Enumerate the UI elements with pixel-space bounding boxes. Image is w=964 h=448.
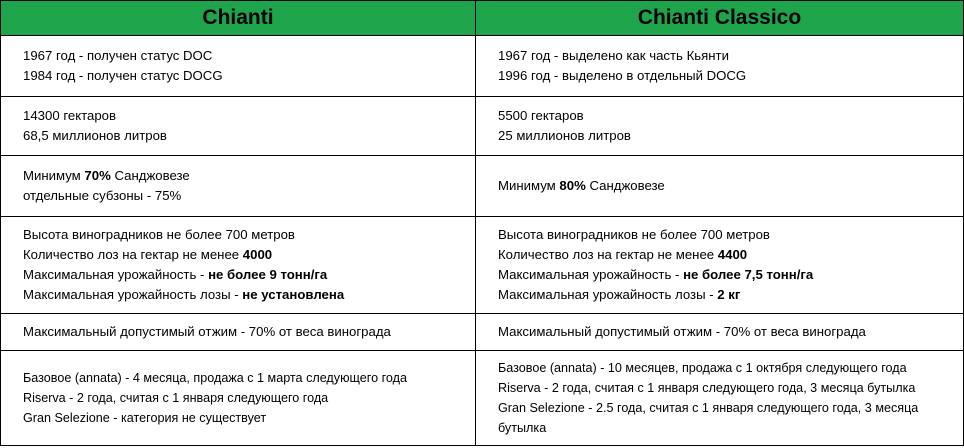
- cell-line: [23, 166, 475, 186]
- text: 1967 год - получен статус DOC: [23, 48, 213, 63]
- bold-text: не более 9 тонн/га: [208, 267, 328, 282]
- text: 25 миллионов литров: [498, 128, 631, 143]
- cell-line: [23, 66, 475, 86]
- text: Базовое (annata) - 10 месяцев, продажа с 1 октября следующего года: [498, 361, 907, 375]
- cell-line: [498, 398, 949, 438]
- bold-text: 4400: [717, 247, 748, 262]
- cell-line: [498, 245, 963, 265]
- table-row: [1, 97, 964, 156]
- table-row: [1, 351, 964, 446]
- table-row: [1, 314, 964, 351]
- text: отдельные субзоны - 75%: [23, 188, 182, 203]
- cell-left-area: [1, 97, 476, 156]
- bold-text: 4000: [242, 247, 273, 262]
- cell-line: [23, 225, 475, 245]
- cell-line: [498, 322, 963, 342]
- cell-left-vineyards: [1, 217, 476, 314]
- cell-right-pressing: [476, 314, 964, 351]
- cell-line: [498, 225, 963, 245]
- header-chianti-classico: Chianti Classico: [476, 1, 964, 36]
- cell-line: [498, 66, 963, 86]
- header-chianti: Chianti: [1, 1, 476, 36]
- bold-text: не установлена: [242, 287, 345, 302]
- header-row: [1, 1, 964, 36]
- cell-line: [498, 285, 963, 305]
- text: 68,5 миллионов литров: [23, 128, 167, 143]
- text: Высота виноградников не более 700 метров: [498, 227, 770, 242]
- cell-line: [23, 408, 475, 428]
- cell-line: [23, 368, 475, 388]
- text: Максимальный допустимый отжим - 70% от веса винограда: [23, 324, 391, 339]
- cell-line: [23, 46, 475, 66]
- cell-right-status: [476, 36, 964, 97]
- bold-text: 70%: [84, 168, 111, 183]
- cell-line: [498, 378, 949, 398]
- cell-right-area: [476, 97, 964, 156]
- cell-left-status: [1, 36, 476, 97]
- text: 1996 год - выделено в отдельный DOCG: [498, 68, 747, 83]
- cell-line: [498, 358, 949, 378]
- text: Санджовезе: [110, 168, 190, 183]
- text: Минимум: [23, 168, 85, 183]
- cell-line: [498, 46, 963, 66]
- text: Максимальный допустимый отжим - 70% от веса винограда: [498, 324, 866, 339]
- cell-line: [23, 245, 475, 265]
- cell-line: [498, 265, 963, 285]
- cell-line: [23, 265, 475, 285]
- cell-line: [23, 285, 475, 305]
- bold-text: 2 кг: [717, 287, 741, 302]
- text: Базовое (annata) - 4 месяца, продажа с 1 марта следующего года: [23, 371, 407, 385]
- text: Максимальная урожайность -: [23, 267, 209, 282]
- cell-right-aging: [476, 351, 964, 446]
- cell-line: [23, 388, 475, 408]
- cell-line: [498, 126, 963, 146]
- cell-line: [498, 106, 963, 126]
- text: Количество лоз на гектар не менее: [498, 247, 718, 262]
- text: Максимальная урожайность лозы -: [23, 287, 243, 302]
- cell-line: [23, 322, 475, 342]
- bold-text: 80%: [559, 178, 586, 193]
- text: Минимум: [498, 178, 560, 193]
- text: Санджовезе: [585, 178, 665, 193]
- table-row: [1, 156, 964, 217]
- cell-line: [498, 176, 963, 196]
- cell-line: [23, 126, 475, 146]
- cell-line: [23, 106, 475, 126]
- text: 14300 гектаров: [23, 108, 117, 123]
- table-row: [1, 36, 964, 97]
- text: Riserva - 2 года, считая с 1 января следующего года, 3 месяца бутылка: [498, 381, 916, 395]
- text: Максимальная урожайность лозы -: [498, 287, 718, 302]
- text: 1984 год - получен статус DOCG: [23, 68, 223, 83]
- cell-line: [23, 186, 475, 206]
- text: Высота виноградников не более 700 метров: [23, 227, 295, 242]
- text: Количество лоз на гектар не менее: [23, 247, 243, 262]
- cell-left-grapes: [1, 156, 476, 217]
- text: Riserva - 2 года, считая с 1 января следующего года: [23, 391, 329, 405]
- cell-left-aging: [1, 351, 476, 446]
- text: Gran Selezione - 2.5 года, считая с 1 января следующего года, 3 месяца бутылка: [498, 401, 919, 435]
- text: Максимальная урожайность -: [498, 267, 684, 282]
- text: 1967 год - выделено как часть Кьянти: [498, 48, 729, 63]
- text: 5500 гектаров: [498, 108, 584, 123]
- cell-right-grapes: [476, 156, 964, 217]
- cell-right-vineyards: [476, 217, 964, 314]
- bold-text: не более 7,5 тонн/га: [683, 267, 814, 282]
- cell-left-pressing: [1, 314, 476, 351]
- table-row: [1, 217, 964, 314]
- text: Gran Selezione - категория не существует: [23, 411, 267, 425]
